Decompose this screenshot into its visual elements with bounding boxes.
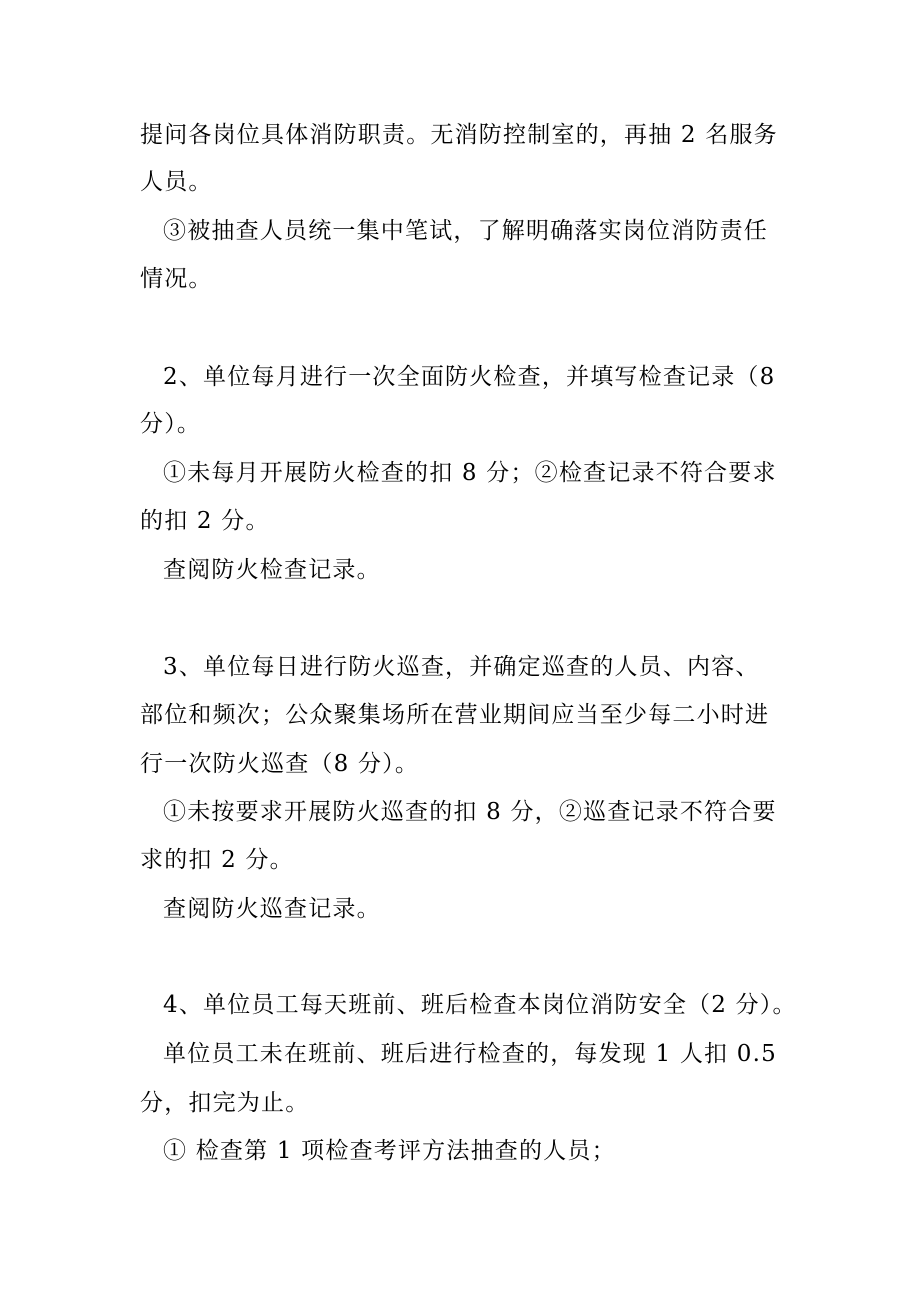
paragraph-line: 的扣 2 分。: [140, 508, 270, 534]
paragraph-line: 人员。: [140, 169, 213, 195]
paragraph-line: 分）。: [140, 411, 202, 437]
paragraph-line: 情况。: [140, 266, 213, 292]
paragraph-line: ③被抽查人员统一集中笔试，了解明确落实岗位消防责任: [163, 218, 768, 244]
paragraph-line: 提问各岗位具体消防职责。无消防控制室的，再抽 2 名服务: [140, 122, 778, 148]
paragraph-line: ①未每月开展防火检查的扣 8 分；②检查记录不符合要求: [163, 460, 777, 486]
paragraph-line: 分，扣完为止。: [140, 1090, 310, 1116]
paragraph-line: 查阅防火检查记录。: [163, 557, 381, 583]
paragraph-line: 求的扣 2 分。: [140, 847, 294, 873]
paragraph-line: ①未按要求开展防火巡查的扣 8 分，②巡查记录不符合要: [163, 799, 777, 825]
section-heading-line: 2、单位每月进行一次全面防火检查，并填写检查记录（8: [163, 364, 776, 390]
section-heading-line: 3、单位每日进行防火巡查，并确定巡查的人员、内容、: [163, 654, 760, 680]
paragraph-line: 单位员工未在班前、班后进行检查的，每发现 1 人扣 0.5: [163, 1041, 777, 1067]
paragraph-line: 查阅防火巡查记录。: [163, 896, 381, 922]
paragraph-line: 行一次防火巡查（8 分）。: [140, 751, 420, 777]
paragraph-line: 部位和频次；公众聚集场所在营业期间应当至少每二小时进: [140, 702, 770, 728]
section-heading-line: 4、单位员工每天班前、班后检查本岗位消防安全（2 分）。: [163, 992, 797, 1018]
paragraph-line: ① 检查第 1 项检查考评方法抽查的人员；: [163, 1138, 616, 1164]
